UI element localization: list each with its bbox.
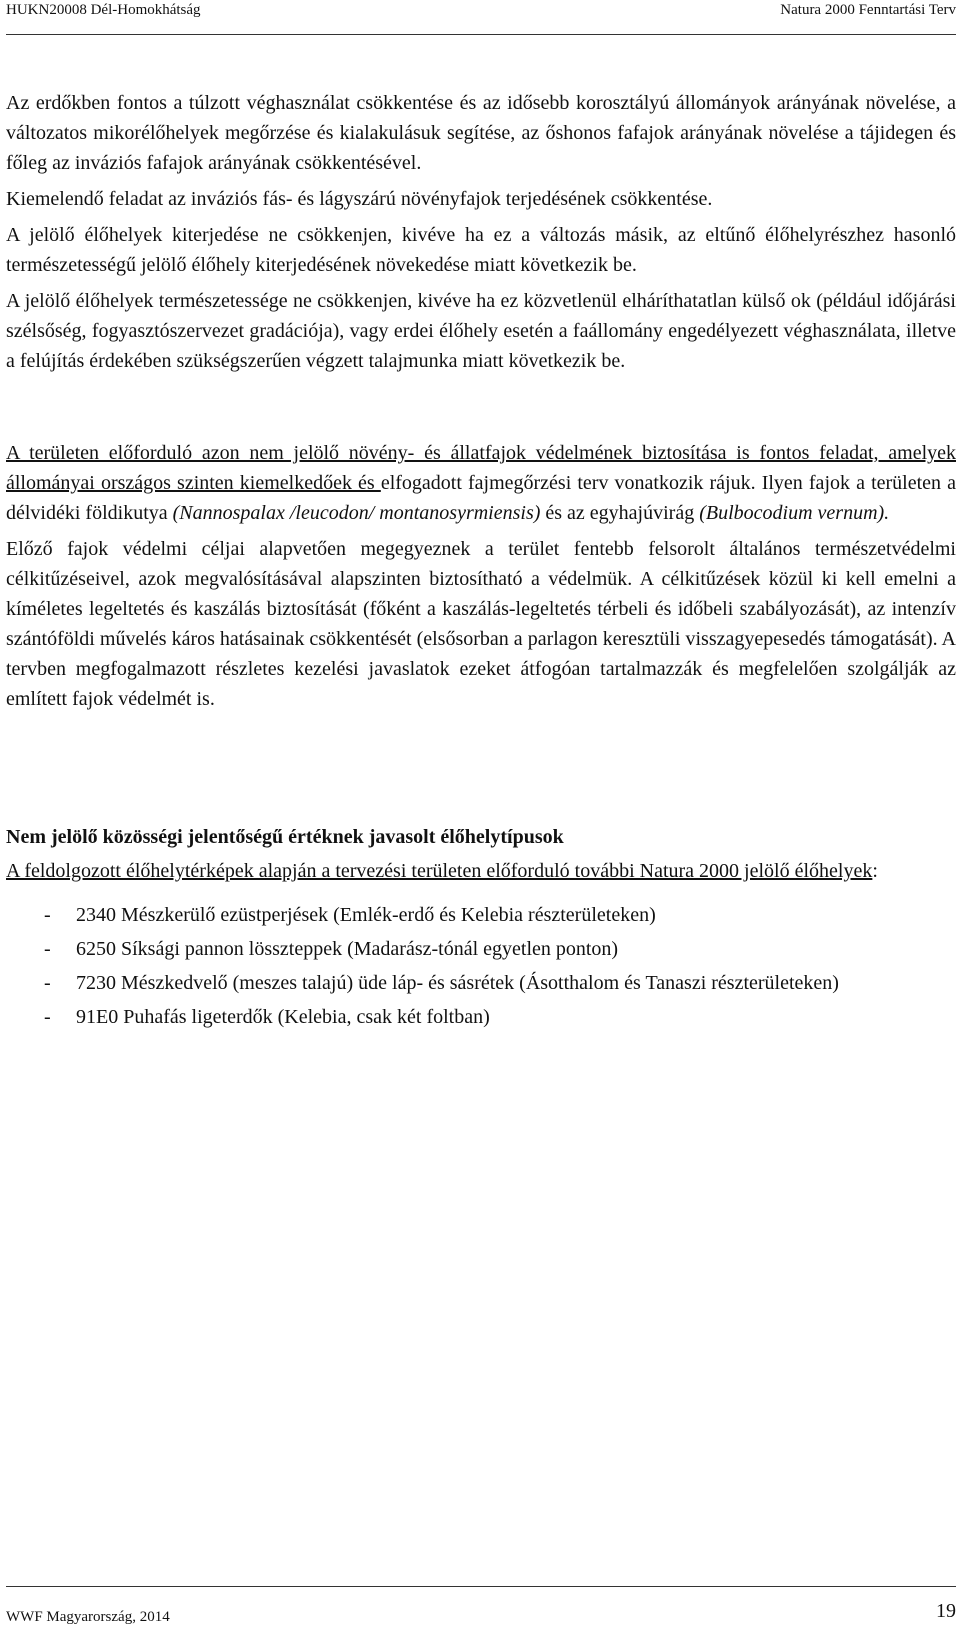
list-dash: - <box>44 938 51 960</box>
list-item <box>6 934 956 964</box>
list-item-text: 2340 Mészkerülő ezüstperjések (Emlék-erdő és Kelebia részterületeken) <box>76 904 656 926</box>
species-statement-rest: elfogadott fajmegőrzési terv vonatkozik rájuk. Ilyen fajok a területen a délvidéki földikutya <box>6 472 956 524</box>
species-statement-mid: és az egyhajúvirág <box>540 502 700 524</box>
document-series-title: Natura 2000 Fenntartási Terv <box>780 2 956 18</box>
paragraph-invasive-task: Kiemelendő feladat az inváziós fás- és lágyszárú növényfajok terjedésének csökkentése. <box>6 188 713 210</box>
species-name-bulbocodium: (Bulbocodium vernum). <box>699 502 890 524</box>
page-number: 19 <box>936 1600 956 1622</box>
paragraph-habitat-naturalness: A jelölő élőhelyek természetessége ne csökkenjen, kivéve ha ez közvetlenül elháríthatatlan külső ok (például időjárási szélsőség, fogyasztószervezet gradációja), vagy erdei élőhely esetén a faállomány engedélyezett véghasználata, illetve a felújítás érdekében szükségszerűen végzett talajmunka miatt következik be. <box>6 290 956 372</box>
list-item <box>6 900 956 930</box>
list-dash: - <box>44 904 51 926</box>
habitat-list <box>6 900 956 1032</box>
list-item-text: 6250 Síksági pannon lösszteppek (Madarász-tónál egyetlen ponton) <box>76 938 619 960</box>
paragraph-forest-goals: Az erdőkben fontos a túlzott véghasználat csökkentése és az idősebb korosztályú állományok arányának növelése, a változatos mikorélőhelyek megőrzése és kialakulásuk segítése, az őshonos fafajok arányának növelése a tájidegen és főleg az inváziós fafajok arányának csökkentésével. <box>6 92 956 174</box>
footer-publisher: WWF Magyarország, 2014 <box>6 1609 170 1625</box>
section-intro <box>6 856 956 886</box>
species-name-mole-rat: (Nannospalax /leucodon/ montanosyrmiensis) <box>172 502 541 524</box>
paragraph-species-protection: Előző fajok védelmi céljai alapvetően megegyeznek a terület fentebb felsorolt általános természetvédelmi célkitűzéseivel, azok megvalósításával alapszinten biztosítható a védelmük. A célkitűzések közül ki kell emelni a kíméletes legeltetés és kaszálás biztosítását (főként a kaszálás-legeltetés térbeli és időbeli szabályozását), az intenzív szántóföldi művelés káros hatásainak csökkentését (elsősorban a parlagon keresztüli visszagyepesedés támogatását). A tervben megfogalmazott részletes kezelési javaslatok ezeket átfogóan tartalmazzák és megfelelően szolgálják az említett fajok védelmét is. <box>6 538 956 710</box>
list-item-text: 7230 Mészkedvelő (meszes talajú) üde láp- és sásrétek (Ásotthalom és Tanaszi részterületeken) <box>76 972 839 994</box>
section-intro-colon: : <box>872 860 878 882</box>
list-item-text: 91E0 Puhafás ligeterdők (Kelebia, csak két foltban) <box>76 1006 490 1028</box>
list-item <box>6 1002 956 1032</box>
section-intro-underlined: A feldolgozott élőhelytérképek alapján a tervezési területen előforduló további Natura 2000 jelölő élőhelyek <box>6 860 873 882</box>
list-item <box>6 968 956 998</box>
page-content <box>6 88 956 1036</box>
page-header <box>6 0 956 35</box>
species-statement-underlined: A területen előforduló azon nem jelölő növény- és állatfajok védelmének biztosítása is fontos feladat, amelyek állományai országos szinten kiemelkedőek és <box>6 442 956 494</box>
paragraph-non-designated-species <box>6 438 956 528</box>
list-dash: - <box>44 972 51 994</box>
paragraph-habitat-extent: A jelölő élőhelyek kiterjedése ne csökkenjen, kivéve ha ez a változás másik, az eltűnő élőhelyrészhez hasonló természetességű jelölő élőhely kiterjedésének növekedése miatt következik be. <box>6 224 956 276</box>
page-footer <box>6 1586 956 1625</box>
document-code-title: HUKN20008 Dél-Homokhátság <box>6 2 201 18</box>
section-heading: Nem jelölő közösségi jelentőségű értéknek javasolt élőhelytípusok <box>6 826 564 848</box>
list-dash: - <box>44 1006 51 1028</box>
